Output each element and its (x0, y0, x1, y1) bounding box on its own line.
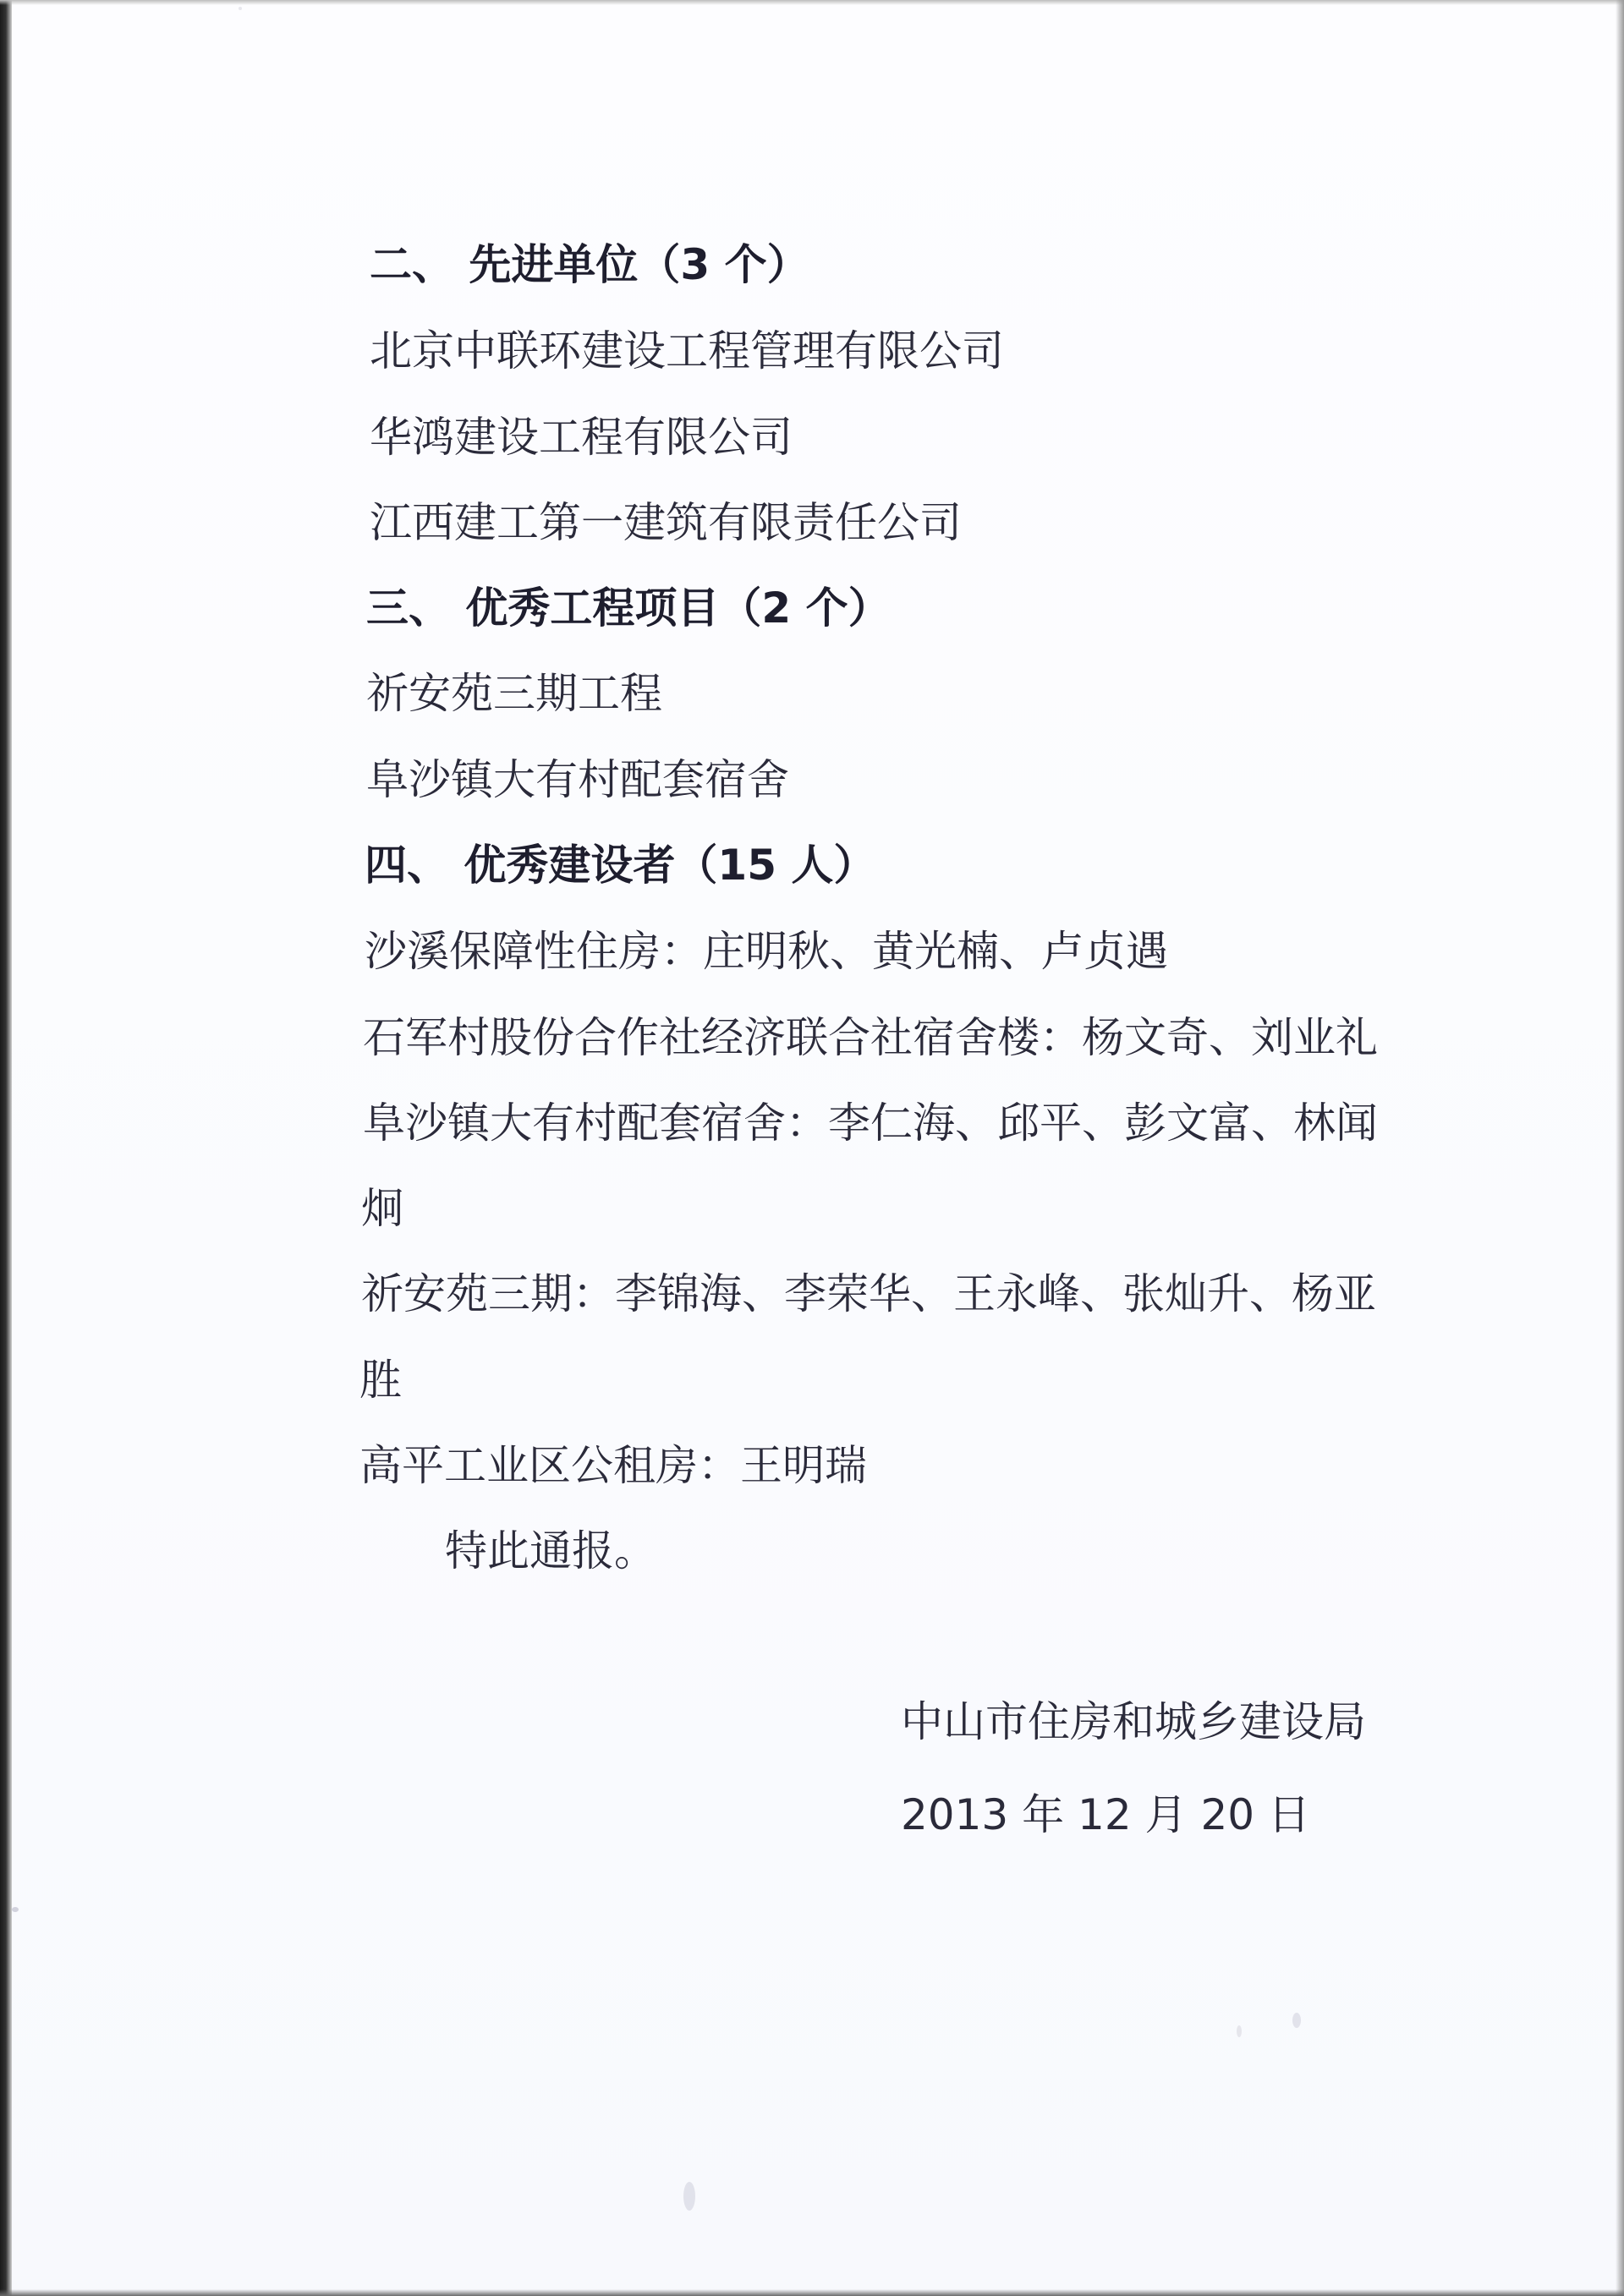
scan-edge-right (1616, 0, 1624, 2296)
scan-speck (1292, 2013, 1301, 2028)
scan-edge-top (0, 0, 1624, 5)
scan-edge-left (0, 0, 12, 2296)
scan-speck (12, 1907, 19, 1912)
list-item: 祈安苑三期工程 (366, 669, 662, 718)
scan-speck (239, 7, 242, 10)
section-heading-advanced-units: 二、 先进单位（3 个） (370, 240, 809, 289)
list-item: 江西建工第一建筑有限责任公司 (370, 498, 962, 547)
list-item: 沙溪保障性住房：庄明秋、黄光楠、卢贞遇 (365, 927, 1168, 976)
closing-text: 特此通报。 (445, 1526, 656, 1575)
scan-speck (1237, 2025, 1242, 2037)
signature-organization: 中山市住房和城乡建设局 (901, 1697, 1366, 1746)
list-item: 阜沙镇大有村配套宿舍：李仁海、邱平、彭文富、林闻 (363, 1099, 1378, 1148)
list-item: 阜沙镇大有村配套宿舍 (366, 755, 789, 804)
list-item: 胜 (359, 1356, 402, 1405)
list-item: 炯 (361, 1184, 403, 1233)
section-heading-excellent-builders: 四、 优秀建设者（15 人） (365, 841, 876, 890)
list-item: 北京中联环建设工程管理有限公司 (370, 326, 1004, 375)
section-heading-excellent-projects: 三、 优秀工程项目（2 个） (366, 584, 891, 633)
list-item: 高平工业区公租房：王明瑞 (359, 1441, 867, 1490)
signature-date: 2013 年 12 月 20 日 (901, 1790, 1310, 1839)
list-item: 华鸿建设工程有限公司 (370, 413, 793, 462)
scan-speck (683, 2182, 695, 2211)
list-item: 石军村股份合作社经济联合社宿舍楼：杨文奇、刘业礼 (363, 1013, 1378, 1062)
scan-edge-bottom (0, 2289, 1624, 2296)
list-item: 祈安苑三期：李锦海、李荣华、王永峰、张灿升、杨亚 (361, 1269, 1376, 1318)
